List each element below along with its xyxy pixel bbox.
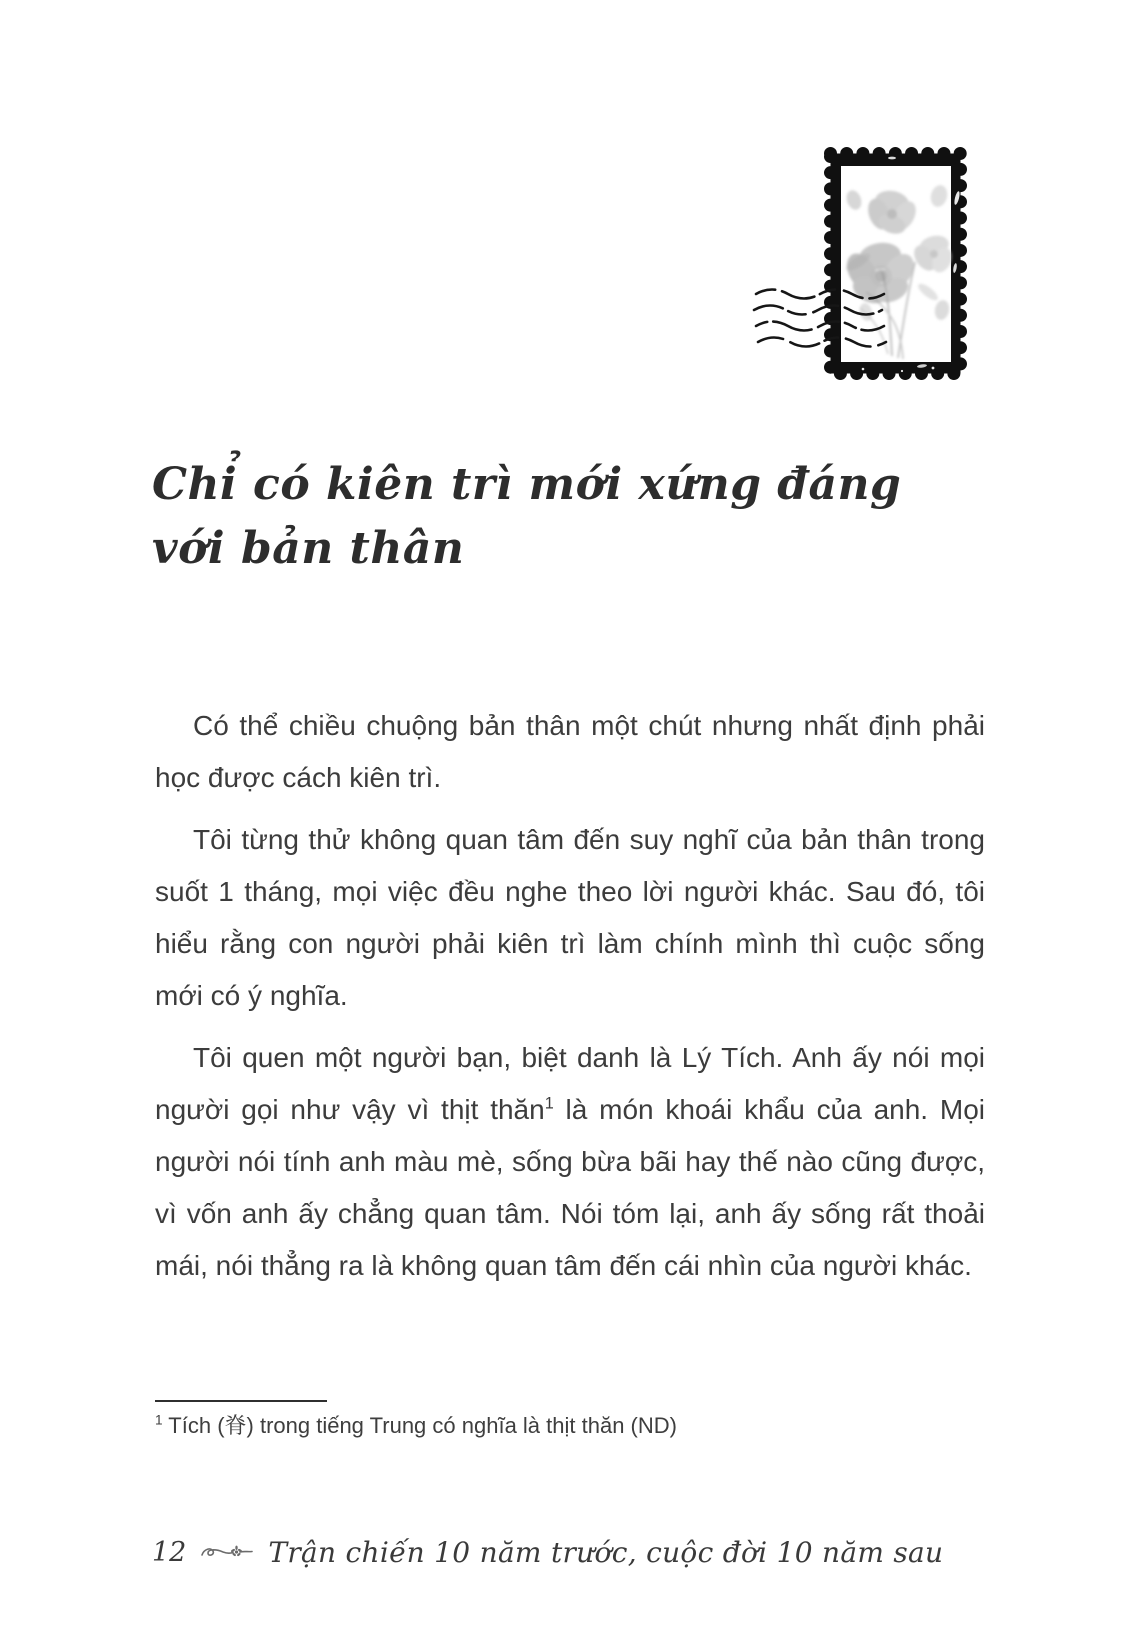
footnote [155,1400,895,1441]
paragraph-text: là món khoái khẩu của anh. Mọi người nói tính anh màu mè, sống bừa bãi hay thế nào cũng được, vì vốn anh ấy chẳng quan tâm. Nói tóm lại, anh ấy sống rất thoải mái, nói thẳng ra là không quan tâm đến cái nhìn của người khác. [155,1094,985,1281]
body-text [155,700,985,1302]
paragraph [155,1032,985,1292]
paragraph: Có thể chiều chuộng bản thân một chút nhưng nhất định phải học được cách kiên trì. [155,710,985,793]
postage-stamp-icon [742,140,986,392]
paragraph: Tôi từng thử không quan tâm đến suy nghĩ của bản thân trong suốt 1 tháng, mọi việc đều nghe theo lời người khác. Sau đó, tôi hiểu rằng con người phải kiên trì làm chính mình thì cuộc sống mới có ý nghĩa. [155,824,985,1011]
chapter-title-line1: Chỉ có kiên trì mới xứng đáng [152,459,902,511]
footnote-marker: 1 [155,1412,163,1428]
stamp-illustration [742,140,986,392]
chapter-title [152,453,901,581]
book-title: Trận chiến 10 năm trước, cuộc đời 10 năm sau [268,1536,944,1569]
paragraph-text: Tôi quen một người bạn, biệt danh là Lý Tích. Anh ấy nói mọi người gọi như vậy vì thịt thăn [155,1042,985,1125]
footnote-text: $^1$ Tích (脊) trong tiếng Trung có nghĩa là thịt thăn (ND) [155,1412,677,1438]
page-footer [152,1536,943,1569]
footnote-reference: 1 [544,1094,554,1113]
chapter-title-line2: với bản thân [152,523,465,575]
footnote-divider [155,1400,327,1402]
flourish-ornament-icon [200,1542,254,1564]
page-number: 12 [152,1537,187,1568]
